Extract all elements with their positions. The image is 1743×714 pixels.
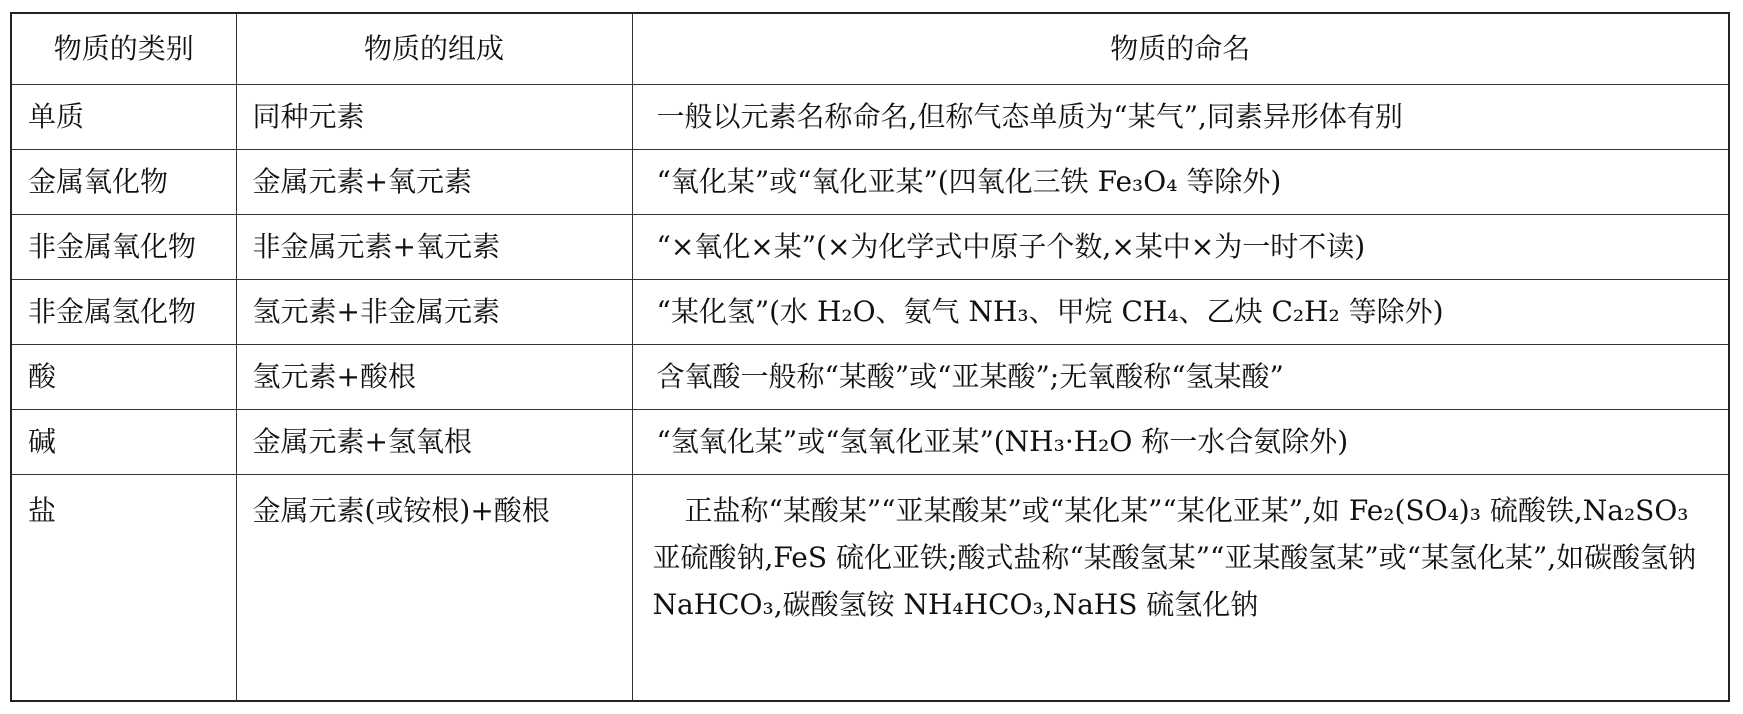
table-row: [11, 280, 1729, 345]
cell-naming: “氢氧化某”或“氢氧化亚某”(NH₃·H₂O 称一水合氨除外): [632, 410, 1729, 475]
naming-table-container: [10, 12, 1730, 702]
header-composition: 物质的组成: [236, 13, 632, 85]
cell-composition: 金属元素(或铵根)+酸根: [236, 475, 632, 702]
cell-composition: 金属元素+氢氧根: [236, 410, 632, 475]
cell-category: 非金属氢化物: [11, 280, 236, 345]
table-row: [11, 85, 1729, 150]
table-row: [11, 150, 1729, 215]
cell-category: 单质: [11, 85, 236, 150]
cell-naming: “某化氢”(水 H₂O、氨气 NH₃、甲烷 CH₄、乙炔 C₂H₂ 等除外): [632, 280, 1729, 345]
cell-category: 碱: [11, 410, 236, 475]
cell-category: 盐: [11, 475, 236, 702]
header-category: 物质的类别: [11, 13, 236, 85]
cell-composition: 氢元素+非金属元素: [236, 280, 632, 345]
cell-composition: 同种元素: [236, 85, 632, 150]
cell-naming: 含氧酸一般称“某酸”或“亚某酸”;无氧酸称“氢某酸”: [632, 345, 1729, 410]
header-naming: 物质的命名: [632, 13, 1729, 85]
cell-category: 金属氧化物: [11, 150, 236, 215]
cell-category: 非金属氧化物: [11, 215, 236, 280]
table-header-row: [11, 13, 1729, 85]
table-row: [11, 345, 1729, 410]
table-row: [11, 215, 1729, 280]
table-row: [11, 410, 1729, 475]
cell-naming: “×氧化×某”(×为化学式中原子个数,×某中×为一时不读): [632, 215, 1729, 280]
cell-composition: 氢元素+酸根: [236, 345, 632, 410]
table-row: [11, 475, 1729, 702]
cell-naming: “氧化某”或“氧化亚某”(四氧化三铁 Fe₃O₄ 等除外): [632, 150, 1729, 215]
cell-category: 酸: [11, 345, 236, 410]
cell-naming: 一般以元素名称命名,但称气态单质为“某气”,同素异形体有别: [632, 85, 1729, 150]
cell-composition: 金属元素+氧元素: [236, 150, 632, 215]
cell-composition: 非金属元素+氧元素: [236, 215, 632, 280]
cell-naming: 正盐称“某酸某”“亚某酸某”或“某化某”“某化亚某”,如 Fe₂(SO₄)₃ 硫酸铁,Na₂SO₃ 亚硫酸钠,FeS 硫化亚铁;酸式盐称“某酸氢某”“亚某酸氢某”或“某氢化某”,如碳酸氢钠 NaHCO₃,碳酸氢铵 NH₄HCO₃,NaHS 硫氢化钠: [632, 475, 1729, 702]
substance-naming-table: [10, 12, 1730, 702]
